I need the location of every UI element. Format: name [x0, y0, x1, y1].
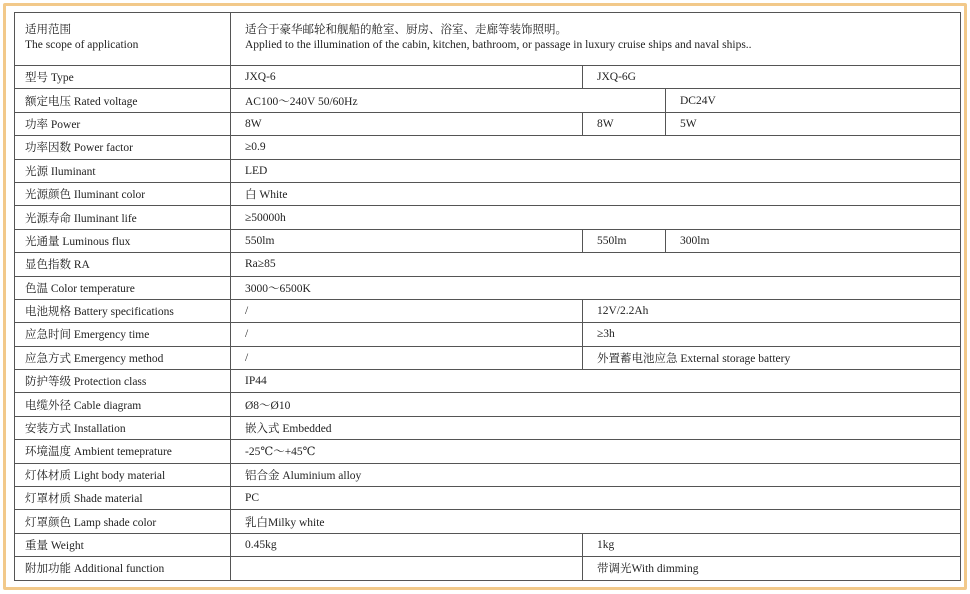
cell-value: IP44	[231, 370, 961, 393]
cell-value	[231, 557, 583, 580]
cell-value: 300lm	[666, 229, 961, 252]
cell-value: 8W	[583, 112, 666, 135]
cell-value: /	[231, 346, 583, 369]
table-row	[15, 416, 961, 439]
cell-value: 白 White	[231, 182, 961, 205]
table-row	[15, 346, 961, 369]
cell-value: 12V/2.2Ah	[583, 299, 961, 322]
cell-value: -25℃～+45℃	[231, 440, 961, 463]
cell-value: DC24V	[666, 89, 961, 112]
cell-value: PC	[231, 487, 961, 510]
scope-text-cn: 适合于豪华邮轮和舰船的舱室、厨房、浴室、走廊等装饰照明。	[245, 24, 567, 36]
row-label: 安装方式 Installation	[15, 416, 231, 439]
row-label: 光源颜色 Iluminant color	[15, 182, 231, 205]
row-label: 光源寿命 Iluminant life	[15, 206, 231, 229]
cell-value: 1kg	[583, 533, 961, 556]
row-label: 型号 Type	[15, 66, 231, 89]
spec-table	[14, 12, 961, 581]
cell-value: JXQ-6	[231, 66, 583, 89]
cell-value: ≥50000h	[231, 206, 961, 229]
row-label: 灯罩颜色 Lamp shade color	[15, 510, 231, 533]
row-label: 环境温度 Ambient temeprature	[15, 440, 231, 463]
table-row	[15, 533, 961, 556]
table-row	[15, 276, 961, 299]
cell-value: AC100～240V 50/60Hz	[231, 89, 666, 112]
row-label: 应急方式 Emergency method	[15, 346, 231, 369]
row-label: 防护等级 Protection class	[15, 370, 231, 393]
cell-value: LED	[231, 159, 961, 182]
table-row	[15, 463, 961, 486]
row-label: 电缆外径 Cable diagram	[15, 393, 231, 416]
cell-value: /	[231, 299, 583, 322]
spec-sheet-frame	[3, 3, 967, 590]
row-label: 灯罩材质 Shade material	[15, 487, 231, 510]
cell-value: /	[231, 323, 583, 346]
cell-value: 5W	[666, 112, 961, 135]
table-row	[15, 253, 961, 276]
row-label: 光源 Iluminant	[15, 159, 231, 182]
cell-value: 3000～6500K	[231, 276, 961, 299]
table-row	[15, 299, 961, 322]
cell-value: Ra≥85	[231, 253, 961, 276]
cell-value: 0.45kg	[231, 533, 583, 556]
table-row	[15, 159, 961, 182]
table-row	[15, 136, 961, 159]
cell-value: 铝合金 Aluminium alloy	[231, 463, 961, 486]
row-label: 应急时间 Emergency time	[15, 323, 231, 346]
table-row	[15, 13, 961, 66]
cell-value: Ø8～Ø10	[231, 393, 961, 416]
table-row	[15, 112, 961, 135]
row-label: 额定电压 Rated voltage	[15, 89, 231, 112]
cell-value: 8W	[231, 112, 583, 135]
row-label: 灯体材质 Light body material	[15, 463, 231, 486]
scope-label-cell	[15, 13, 231, 66]
cell-value: 带调光With dimming	[583, 557, 961, 580]
table-row	[15, 66, 961, 89]
table-row	[15, 370, 961, 393]
cell-value: 乳白Milky white	[231, 510, 961, 533]
table-row	[15, 89, 961, 112]
cell-value: 外置蓄电池应急 External storage battery	[583, 346, 961, 369]
table-row	[15, 393, 961, 416]
row-label: 显色指数 RA	[15, 253, 231, 276]
scope-value-cell	[231, 13, 961, 66]
table-row	[15, 229, 961, 252]
table-row	[15, 487, 961, 510]
scope-text-en: Applied to the illumination of the cabin, kitchen, bathroom, or passage in luxury cruise ships and naval ships..	[245, 39, 752, 51]
table-row	[15, 206, 961, 229]
cell-value: 550lm	[583, 229, 666, 252]
cell-value: 嵌入式 Embedded	[231, 416, 961, 439]
table-row	[15, 510, 961, 533]
row-label: 功率因数 Power factor	[15, 136, 231, 159]
row-label: 重量 Weight	[15, 533, 231, 556]
table-row	[15, 182, 961, 205]
scope-label-en: The scope of application	[25, 39, 139, 51]
cell-value: ≥3h	[583, 323, 961, 346]
row-label: 电池规格 Battery specifications	[15, 299, 231, 322]
row-label: 功率 Power	[15, 112, 231, 135]
cell-value: JXQ-6G	[583, 66, 961, 89]
cell-value: ≥0.9	[231, 136, 961, 159]
scope-label-cn: 适用范围	[25, 24, 71, 36]
row-label: 色温 Color temperature	[15, 276, 231, 299]
table-row	[15, 440, 961, 463]
table-row	[15, 557, 961, 580]
row-label: 光通量 Luminous flux	[15, 229, 231, 252]
table-row	[15, 323, 961, 346]
cell-value: 550lm	[231, 229, 583, 252]
row-label: 附加功能 Additional function	[15, 557, 231, 580]
